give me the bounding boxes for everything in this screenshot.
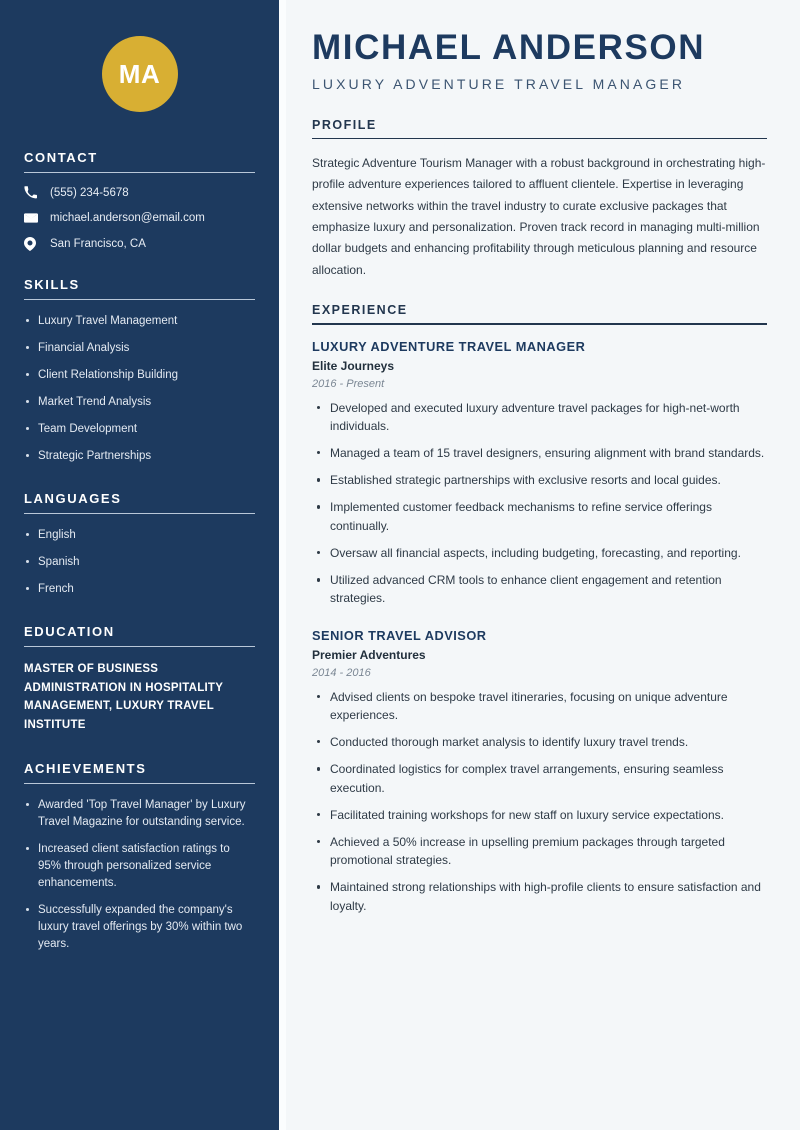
contact-list bbox=[24, 186, 255, 251]
avatar-initials: MA bbox=[102, 36, 178, 112]
languages-divider bbox=[24, 513, 255, 514]
profile-heading: PROFILE bbox=[312, 117, 377, 132]
phone-value: (555) 234-5678 bbox=[50, 186, 129, 199]
list-item: Client Relationship Building bbox=[24, 367, 255, 384]
profile-divider bbox=[312, 138, 767, 139]
list-item: Team Development bbox=[24, 421, 255, 438]
contact-section bbox=[24, 150, 255, 251]
list-item: Coordinated logistics for complex travel arrangements, ensuring seamless execution. bbox=[312, 760, 767, 796]
list-item: Awarded 'Top Travel Manager' by Luxury Travel Magazine for outstanding service. bbox=[24, 797, 255, 831]
list-item: English bbox=[24, 527, 255, 544]
list-item: Luxury Travel Management bbox=[24, 313, 255, 330]
list-item: Conducted thorough market analysis to identify luxury travel trends. bbox=[312, 733, 767, 751]
email-value: michael.anderson@email.com bbox=[50, 212, 205, 224]
main-column bbox=[286, 0, 800, 1130]
experience-company: Elite Journeys bbox=[312, 358, 395, 373]
sidebar bbox=[0, 0, 279, 1130]
experience-dates: 2016 - Present bbox=[312, 377, 385, 390]
list-item: Implemented customer feedback mechanisms to refine service offerings continually. bbox=[312, 498, 767, 534]
profile-section bbox=[312, 118, 767, 281]
education-section bbox=[24, 624, 255, 735]
experience-entry bbox=[312, 339, 767, 608]
experience-company: Premier Adventures bbox=[312, 647, 426, 662]
professional-title: LUXURY ADVENTURE TRAVEL MANAGER bbox=[312, 75, 686, 92]
achievements-heading: ACHIEVEMENTS bbox=[24, 760, 147, 776]
experience-bullets bbox=[312, 399, 767, 608]
experience-entry bbox=[312, 628, 767, 915]
envelope-icon bbox=[24, 211, 41, 225]
list-item: Advised clients on bespoke travel itineraries, focusing on unique adventure experiences. bbox=[312, 688, 767, 724]
contact-heading: CONTACT bbox=[24, 150, 98, 165]
skills-list bbox=[24, 313, 255, 465]
avatar-container bbox=[24, 0, 255, 150]
skills-section bbox=[24, 277, 255, 465]
list-item: Financial Analysis bbox=[24, 340, 255, 357]
phone-icon bbox=[24, 186, 41, 199]
map-pin-icon bbox=[24, 237, 41, 251]
experience-bullets bbox=[312, 688, 767, 915]
list-item: Increased client satisfaction ratings to 95% through personalized service enhancements. bbox=[24, 841, 255, 892]
achievements-section bbox=[24, 761, 255, 953]
profile-text: Strategic Adventure Tourism Manager with a robust background in orchestrating high-profile adventure experiences tailored to affluent clientele. Expertise in leveraging extensive networks within the travel industry to curate exclusive packages that emphasize luxury and personalization. Proven track record in managing multi-million dollar budgets and enhancing profitability through meticulous planning and resource allocation. bbox=[312, 156, 766, 277]
list-item: Strategic Partnerships bbox=[24, 448, 255, 465]
languages-list bbox=[24, 527, 255, 598]
list-item: Achieved a 50% increase in upselling premium packages through targeted promotional strategies. bbox=[312, 833, 767, 869]
experience-section bbox=[312, 303, 767, 915]
experience-divider bbox=[312, 323, 767, 324]
skills-divider bbox=[24, 299, 255, 300]
experience-heading: EXPERIENCE bbox=[312, 303, 408, 318]
list-item: Managed a team of 15 travel designers, ensuring alignment with brand standards. bbox=[312, 444, 767, 462]
experience-dates: 2014 - 2016 bbox=[312, 666, 371, 679]
contact-item-email[interactable] bbox=[24, 211, 255, 225]
list-item: Market Trend Analysis bbox=[24, 394, 255, 411]
education-heading: EDUCATION bbox=[24, 624, 115, 640]
list-item: Successfully expanded the company's luxury travel offerings by 30% within two years. bbox=[24, 902, 255, 953]
experience-title: LUXURY ADVENTURE TRAVEL MANAGER bbox=[312, 338, 586, 354]
list-item: Developed and executed luxury adventure travel packages for high-net-worth individuals. bbox=[312, 399, 767, 435]
education-degree: MASTER OF BUSINESS ADMINISTRATION IN HOSPITALITY MANAGEMENT, LUXURY TRAVEL INSTITUTE bbox=[24, 663, 223, 732]
list-item: Spanish bbox=[24, 554, 255, 571]
contact-item-phone[interactable] bbox=[24, 186, 255, 199]
location-value: San Francisco, CA bbox=[50, 238, 146, 250]
list-item: French bbox=[24, 581, 255, 598]
achievements-divider bbox=[24, 783, 255, 784]
contact-item-location[interactable] bbox=[24, 237, 255, 251]
list-item: Utilized advanced CRM tools to enhance client engagement and retention strategies. bbox=[312, 571, 767, 607]
experience-title: SENIOR TRAVEL ADVISOR bbox=[312, 627, 487, 643]
languages-section bbox=[24, 491, 255, 598]
list-item: Maintained strong relationships with high-profile clients to ensure satisfaction and loyalty. bbox=[312, 878, 767, 914]
list-item: Facilitated training workshops for new staff on luxury service expectations. bbox=[312, 806, 767, 824]
contact-divider bbox=[24, 172, 255, 173]
list-item: Established strategic partnerships with exclusive resorts and local guides. bbox=[312, 471, 767, 489]
column-gap bbox=[279, 0, 286, 1130]
skills-heading: SKILLS bbox=[24, 277, 80, 292]
list-item: Oversaw all financial aspects, including budgeting, forecasting, and reporting. bbox=[312, 544, 767, 562]
languages-heading: LANGUAGES bbox=[24, 491, 122, 507]
page-title: MICHAEL ANDERSON bbox=[312, 28, 706, 67]
education-divider bbox=[24, 646, 255, 647]
achievements-list bbox=[24, 797, 255, 953]
